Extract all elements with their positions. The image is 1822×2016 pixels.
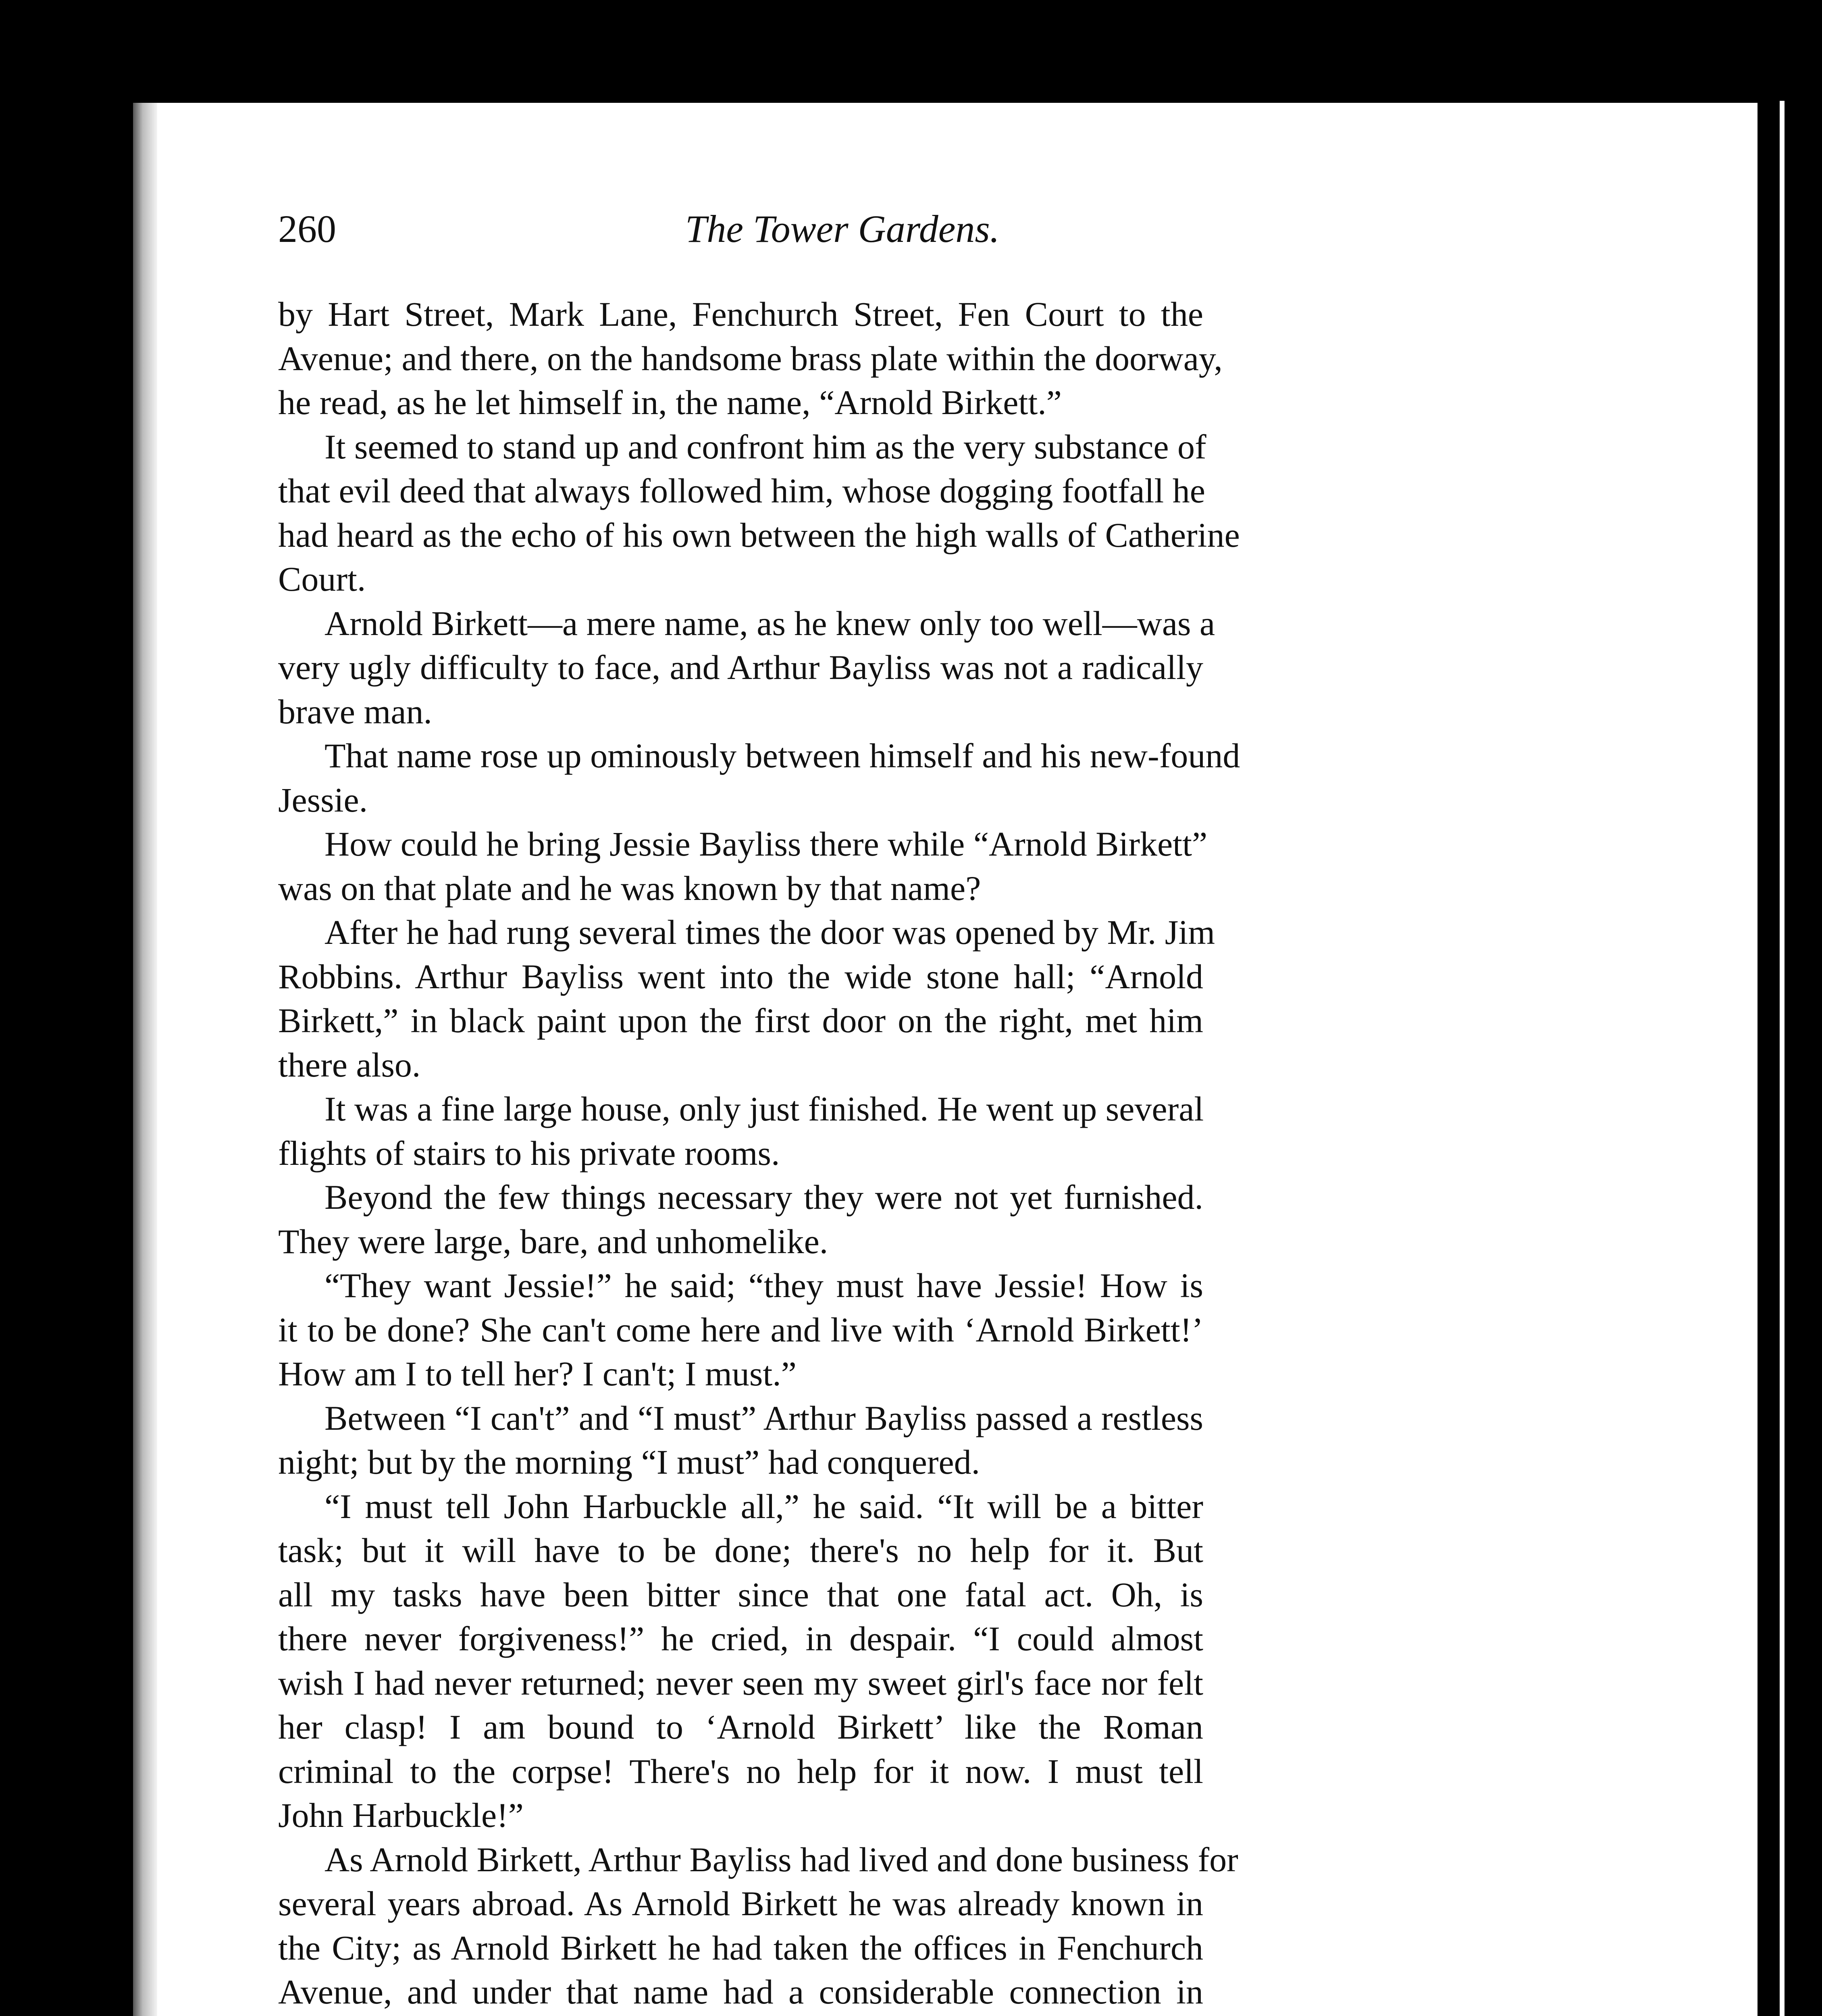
running-title: The Tower Gardens. xyxy=(685,207,1000,250)
text-line: It seemed to stand up and confront him as the very substance of xyxy=(324,427,1206,466)
text-line: John Harbuckle!” xyxy=(278,1796,524,1835)
text-line: had heard as the echo of his own between the high walls of Catherine xyxy=(278,515,1240,554)
text-line: was on that plate and he was known by that name? xyxy=(278,868,981,908)
text-line: Avenue, and under that name had a considerable connection in xyxy=(278,1972,1203,2011)
page-number: 260 xyxy=(278,207,336,250)
text-line: it to be done? She can't come here and live with ‘Arnold Birkett!’ xyxy=(278,1310,1203,1349)
text-line: there also. xyxy=(278,1045,421,1084)
text-line: Court. xyxy=(278,560,366,598)
text-line: It was a fine large house, only just finished. He went up several xyxy=(324,1089,1204,1128)
text-line: How could he bring Jessie Bayliss there while “Arnold Birkett” xyxy=(324,825,1208,863)
text-line: Arnold Birkett—a mere name, as he knew only too well—was a xyxy=(324,604,1215,643)
text-line: Between “I can't” and “I must” Arthur Bayliss passed a restless xyxy=(324,1398,1203,1437)
text-line: Robbins. Arthur Bayliss went into the wide stone hall; “Arnold xyxy=(278,957,1203,996)
body-text xyxy=(278,292,1240,2016)
facing-page-edge xyxy=(1780,101,1785,2016)
text-line: by Hart Street, Mark Lane, Fenchurch Street, Fen Court to the xyxy=(278,295,1203,333)
text-line: Beyond the few things necessary they were not yet furnished. xyxy=(324,1178,1203,1216)
text-line: Avenue; and there, on the handsome brass plate within the doorway, xyxy=(278,339,1223,378)
text-line: the City; as Arnold Birkett he had taken the offices in Fenchurch xyxy=(278,1928,1203,1967)
text-line: several years abroad. As Arnold Birkett he was already known in xyxy=(278,1884,1203,1923)
text-line: night; but by the morning “I must” had conquered. xyxy=(278,1443,980,1481)
text-line: After he had rung several times the door was opened by Mr. Jim xyxy=(324,913,1215,952)
text-line: “I must tell John Harbuckle all,” he said. “It will be a bitter xyxy=(324,1487,1203,1526)
text-line: “They want Jessie!” he said; “they must have Jessie! How is xyxy=(324,1266,1203,1305)
text-line xyxy=(278,2014,1203,2016)
text-line: he read, as he let himself in, the name, “Arnold Birkett.” xyxy=(278,383,1062,422)
page-gutter-shadow xyxy=(133,103,157,2016)
text-line: flights of stairs to his private rooms. xyxy=(278,1133,780,1173)
text-line: brave man. xyxy=(278,692,433,731)
text-line: criminal to the corpse! There's no help for it now. I must tell xyxy=(278,1752,1203,1791)
text-line: Birkett,” in black paint upon the first door on the right, met him xyxy=(278,1001,1203,1040)
text-line: all my tasks have been bitter since that one fatal act. Oh, is xyxy=(278,1575,1203,1614)
text-line: that evil deed that always followed him, whose dogging footfall he xyxy=(278,471,1205,510)
text-line: her clasp! I am bound to ‘Arnold Birkett’ like the Roman xyxy=(278,1708,1203,1746)
text-line: As Arnold Birkett, Arthur Bayliss had lived and done business for xyxy=(324,1840,1238,1879)
text-line: Jessie. xyxy=(278,780,368,819)
text-line: How am I to tell her? I can't; I must.” xyxy=(278,1354,797,1393)
text-line: there never forgiveness!” he cried, in despair. “I could almost xyxy=(278,1619,1203,1658)
text-line: wish I had never returned; never seen my sweet girl's face nor felt xyxy=(278,1663,1203,1702)
text-line: task; but it will have to be done; there's no help for it. But xyxy=(278,1531,1203,1570)
text-line: They were large, bare, and unhomelike. xyxy=(278,1222,828,1261)
text-line: That name rose up ominously between himself and his new-found xyxy=(324,736,1240,775)
text-line: very ugly difficulty to face, and Arthur Bayliss was not a radically xyxy=(278,648,1203,687)
